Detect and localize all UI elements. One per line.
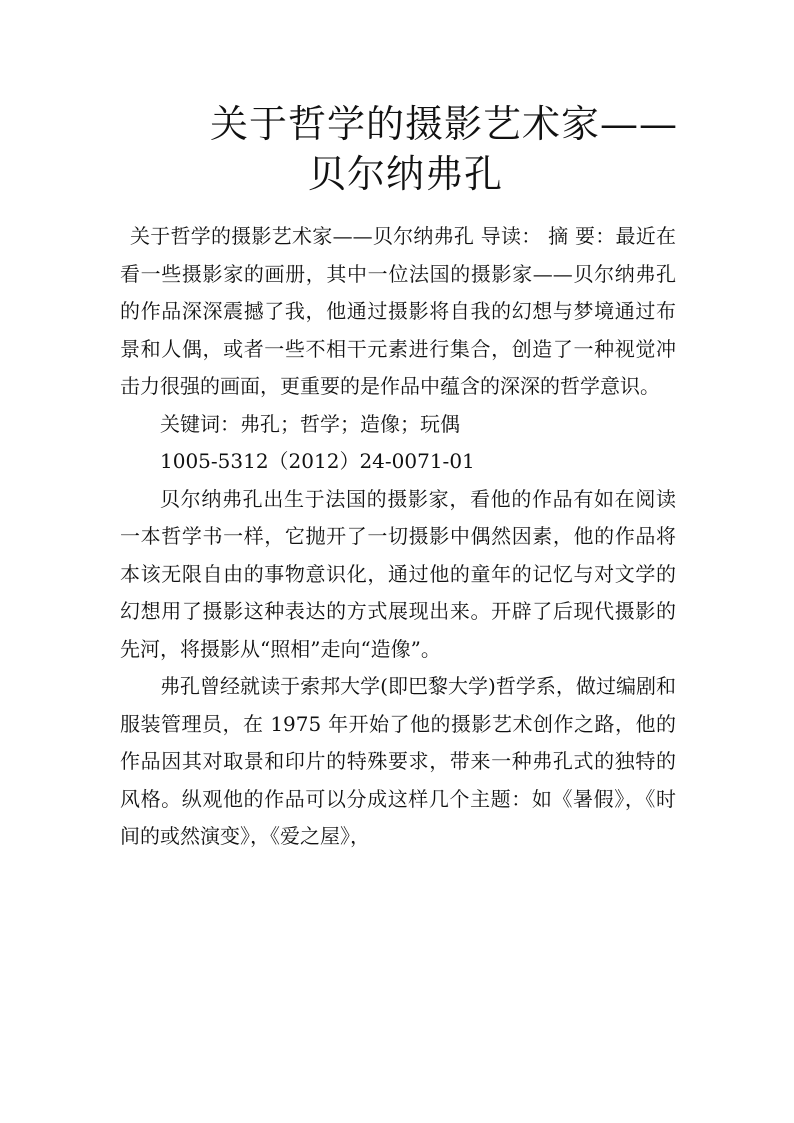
reference-code: 1005-5312（2012）24-0071-01 [160, 449, 475, 473]
body-paragraph-1: 贝尔纳弗孔出生于法国的摄影家，看他的作品有如在阅读一本哲学书一样，它抛开了一切摄影中偶然因素，他的作品将本该无限自由的事物意识化，通过他的童年的记忆与对文学的幻想用了摄影这种表达的方式展现出来。开辟了后现代摄影的先河，将摄影从“照相”走向“造像”。 [120, 486, 676, 661]
title-line-1: 关于哲学的摄影艺术家—— [210, 102, 679, 146]
summary-paragraph: 关于哲学的摄影艺术家——贝尔纳弗孔 导读： 摘 要：最近在看一些摄影家的画册，其中一位法国的摄影家——贝尔纳弗孔的作品深深震撼了我，他通过摄影将自我的幻想与梦境通过布景和人偶，或者一些不相干元素进行集合，创造了一种视觉冲击力很强的画面，更重要的是作品中蕴含的深深的哲学意识。 [120, 224, 676, 398]
body-paragraph-2: 弗孔曾经就读于索邦大学(即巴黎大学)哲学系，做过编剧和服装管理员，在 1975 年开始了他的摄影艺术创作之路，他的作品因其对取景和印片的特殊要求，带来一种弗孔式的独特的风格。纵观他的作品可以分成这样几个主题：如《暑假》，《时间的或然演变》，《爱之屋》， [120, 674, 676, 848]
title-line-2: 贝尔纳弗孔 [308, 152, 504, 196]
document-body [120, 218, 676, 856]
keywords-line: 关键词：弗孔；哲学；造像；玩偶 [160, 411, 460, 436]
